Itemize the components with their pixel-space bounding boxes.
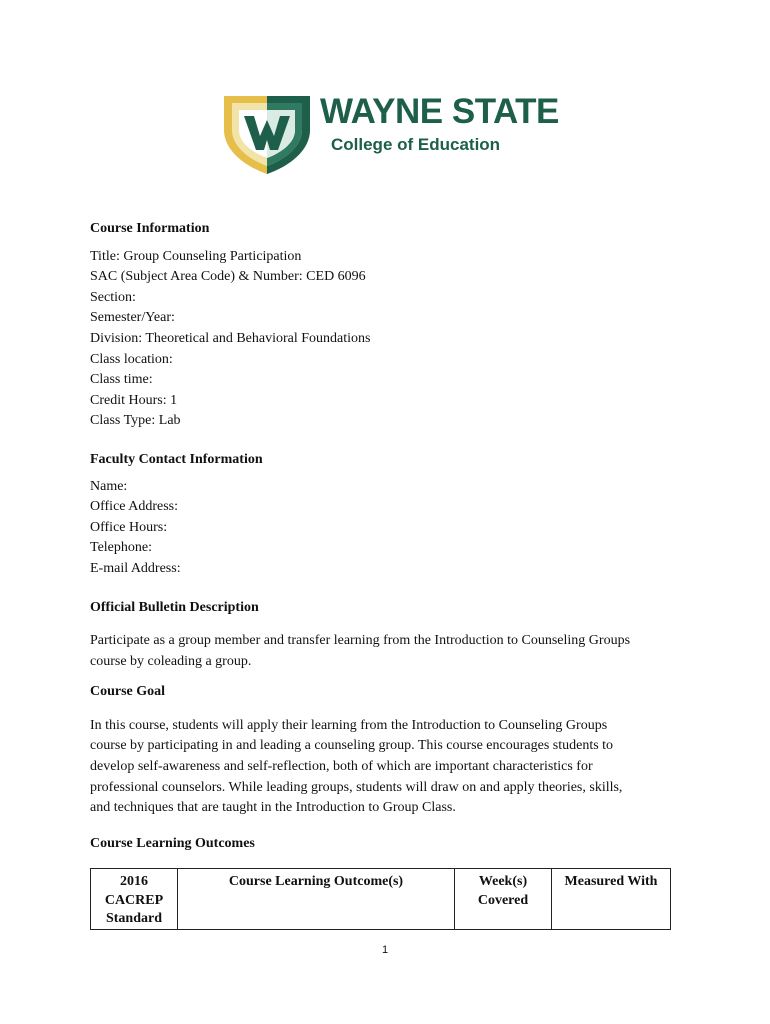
course-goal-line: develop self-awareness and self-reflection, both of which are important characteristics for xyxy=(90,759,593,775)
page-number: 1 xyxy=(381,944,389,956)
semester-year-line: Semester/Year: xyxy=(90,310,175,326)
course-goal-line: professional counselors. While leading groups, students will draw on and apply theories, skills, xyxy=(90,779,623,795)
learning-outcome-column-header: Course Learning Outcome(s) xyxy=(178,869,455,930)
measured-with-column-header: Measured With xyxy=(552,869,671,930)
course-info-heading: Course Information xyxy=(90,221,210,236)
division-line: Division: Theoretical and Behavioral Foundations xyxy=(90,330,371,346)
credit-hours-line: Credit Hours: 1 xyxy=(90,392,178,408)
faculty-name-line: Name: xyxy=(90,478,128,494)
sac-number-line: SAC (Subject Area Code) & Number: CED 6096 xyxy=(90,269,366,285)
course-goal-line: In this course, students will apply their learning from the Introduction to Counseling Groups xyxy=(90,717,608,733)
office-address-line: Office Address: xyxy=(90,499,178,515)
learning-outcomes-table xyxy=(90,868,671,930)
class-location-line: Class location: xyxy=(90,351,173,367)
institution-name: WAYNE STATE xyxy=(320,92,559,131)
section-line: Section: xyxy=(90,289,136,305)
document-body xyxy=(90,219,690,854)
bulletin-description-line: Participate as a group member and transfer learning from the Introduction to Counseling Groups xyxy=(90,633,631,649)
table-header-row xyxy=(91,869,671,930)
learning-outcomes-heading: Course Learning Outcomes xyxy=(90,835,255,851)
weeks-covered-column-header: Week(s) Covered xyxy=(455,869,552,930)
course-goal-line: course by participating in and leading a counseling group. This course encourages students to xyxy=(90,738,614,754)
wayne-state-logo xyxy=(222,90,559,175)
class-type-line: Class Type: Lab xyxy=(90,413,181,429)
class-time-line: Class time: xyxy=(90,372,153,388)
office-hours-line: Office Hours: xyxy=(90,519,168,535)
wayne-state-shield-icon xyxy=(222,90,312,174)
faculty-contact-heading: Faculty Contact Information xyxy=(90,451,263,467)
bulletin-description-line: course by coleading a group. xyxy=(90,653,252,669)
bulletin-description-heading: Official Bulletin Description xyxy=(90,599,259,615)
email-address-line: E-mail Address: xyxy=(90,560,181,576)
course-goal-heading: Course Goal xyxy=(90,684,166,700)
course-title-line: Title: Group Counseling Participation xyxy=(90,248,302,264)
telephone-line: Telephone: xyxy=(90,540,152,556)
cacrep-standard-column-header: 2016 CACREP Standard xyxy=(91,869,178,930)
college-name: College of Education xyxy=(331,135,501,154)
course-goal-line: and techniques that are taught in the Introduction to Group Class. xyxy=(90,800,456,816)
